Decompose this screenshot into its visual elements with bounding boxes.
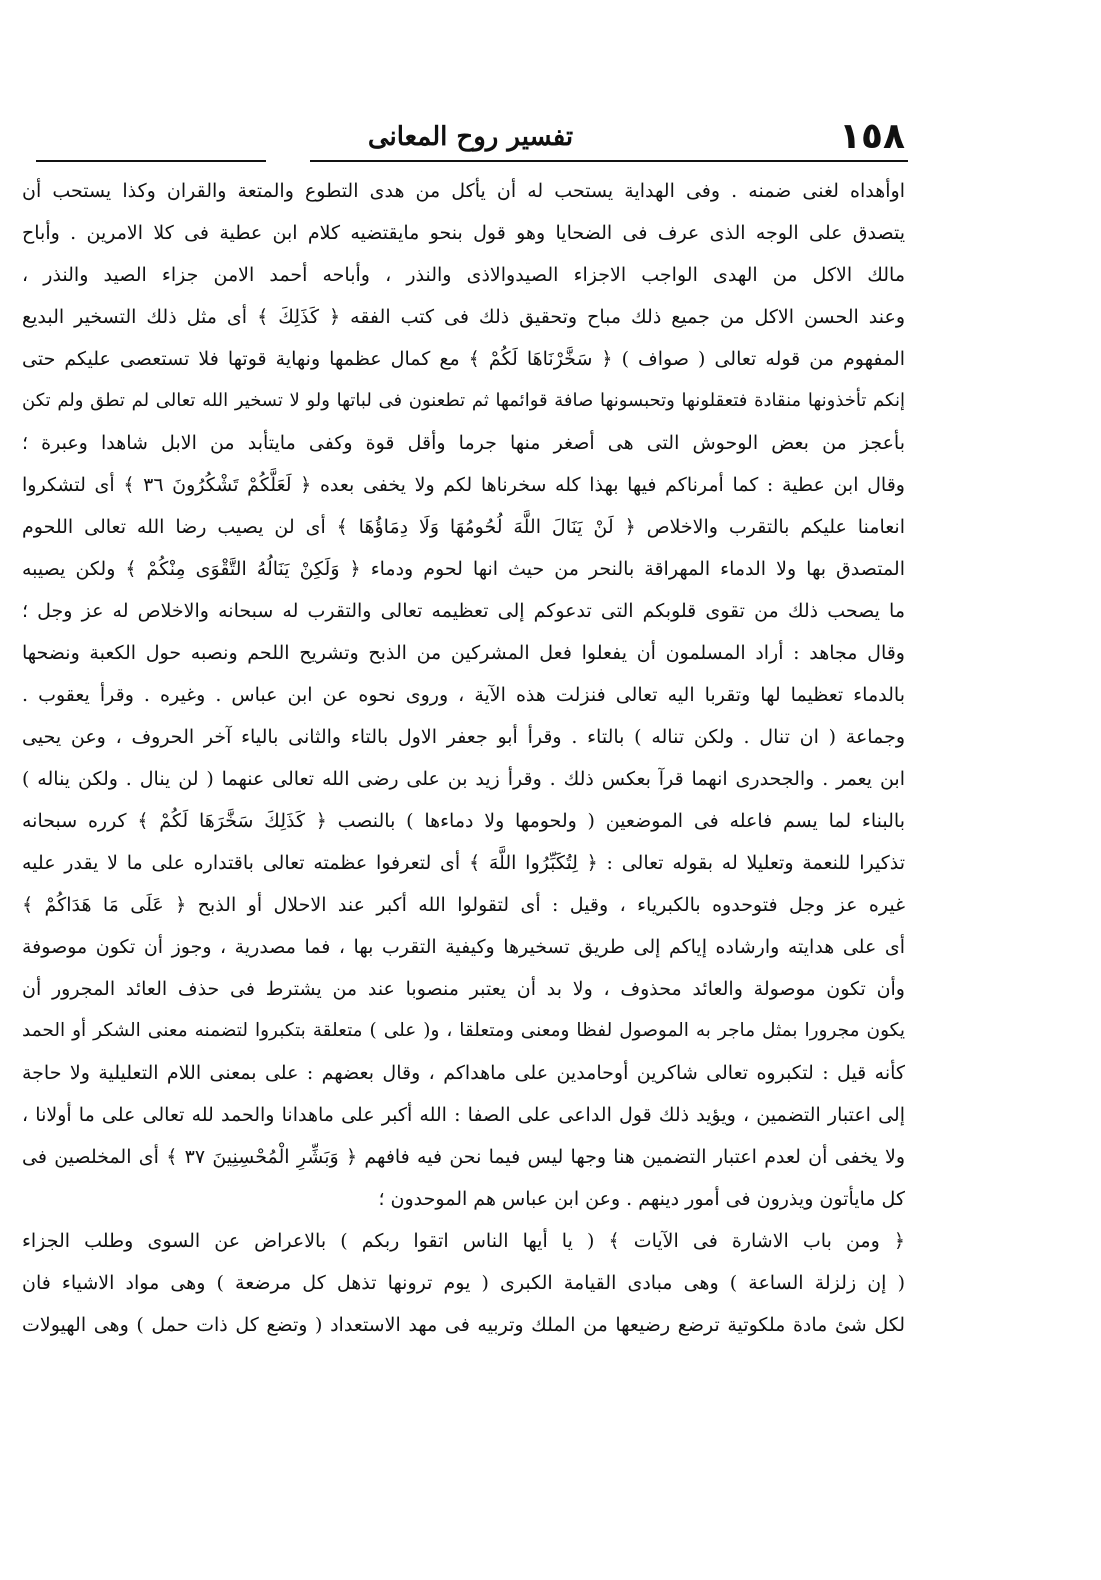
text-line: وقال ابن عطية : كما أمرناكم فيها بهذا كله سخرناها لكم ولا يخفى بعده ﴿ لَعَلَّكُمْ تَشْكُرُونَ ٣٦ ﴾ أى لتشكروا	[22, 474, 905, 496]
text-line: ( إن زلزلة الساعة ) وهى مبادى القيامة الكبرى ( يوم ترونها تذهل كل مرضعة ) وهى مواد الاشياء فان	[22, 1272, 905, 1294]
text-line: يكون مجرورا بمثل ماجر به الموصول لفظا ومعنى ومتعلقا ، و( على ) متعلقة بتكبروا لتضمنه معنى الشكر أو الحمد	[22, 1020, 905, 1041]
text-line: غيره عز وجل فتوحدوه بالكبرياء ، وقيل : أى لتقولوا الله أكبر عند الاحلال أو الذبح ﴿ عَلَى مَا هَدَاكُمْ ﴾	[22, 894, 905, 916]
page-number: ١٥٨	[839, 116, 905, 157]
text-line: وعند الحسن الاكل من جميع ذلك مباح وتحقيق ذلك فى كتب الفقه ﴿ كَذَلِكَ ﴾ أى مثل ذلك التسخير البديع	[22, 306, 905, 328]
text-line: إنكم تأخذونها منقادة فتعقلونها وتحبسونها صافة قوائمها ثم تطعنون فى لباتها ولو لا تسخير الله تعالى لم تطق ولم تكن	[22, 390, 905, 411]
text-line: المفهوم من قوله تعالى ( صواف ) ﴿ سَخَّرْنَاهَا لَكُمْ ﴾ مع كمال عظمها ونهاية قوتها فلا تستعصى عليكم حتى	[22, 348, 905, 370]
text-line: وقال مجاهد : أراد المسلمون أن يفعلوا فعل المشركين من الذبح وتشريح اللحم ونصبه حول الكعبة ونضحها	[22, 642, 905, 664]
text-line: أى على هدايته وارشاده إياكم إلى طريق تسخيرها وكيفية التقرب بها ، فما مصدرية ، وجوز أن تكون موصوفة	[22, 936, 905, 958]
header-rule-right	[310, 160, 908, 162]
text-line: يتصدق على الوجه الذى عرف فى الضحايا وهو قول بنحو مايقتضيه كلام ابن عطية فى كلا الامرين . وأباح	[22, 222, 905, 244]
text-line: وأن تكون موصولة والعائد محذوف ، ولا بد أن يعتبر منصوبا عند من يشترط فى حذف العائد المجرور أن	[22, 978, 905, 1000]
text-line: اوأهداه لغنى ضمنه . وفى الهداية يستحب له أن يأكل من هدى التطوع والمتعة والقران وكذا يستحب أن	[22, 180, 905, 202]
text-line: المتصدق بها ولا الدماء المهراقة بالنحر من حيث انها لحوم ودماء ﴿ وَلَكِنْ يَنَالُهُ التَّقْوَى مِنْكُمْ ﴾ ولكن يصيبه	[22, 558, 905, 580]
text-line: لكل شئ مادة ملكوتية ترضع رضيعها من الملك وتربيه فى مهد الاستعداد ( وتضع كل ذات حمل ) وهى الهيولات	[22, 1314, 905, 1336]
body-text	[22, 170, 905, 1346]
text-line: ﴿ ومن باب الاشارة فى الآيات ﴾ ( يا أيها الناس اتقوا ربكم ) بالاعراض عن السوى وطلب الجزاء	[22, 1230, 905, 1252]
text-line: ابن يعمر . والجحدرى انهما قرآ بعكس ذلك . وقرأ زيد بن على رضى الله تعالى عنهما ( لن ينال . ولكن يناله )	[22, 768, 905, 790]
text-line: وجماعة ( ان تنال . ولكن تناله ) بالتاء . وقرأ أبو جعفر الاول بالتاء والثانى بالياء آخر الحروف ، وعن يحيى	[22, 726, 905, 748]
text-line: بأعجز من بعض الوحوش التى هى أصغر منها جرما وأقل قوة وكفى مايتأبد من الابل شاهدا وعبرة ؛	[22, 432, 905, 454]
header-rule-left	[36, 160, 266, 162]
text-line: مالك الاكل من الهدى الواجب الاجزاء الصيدوالاذى والنذر ، وأباحه أحمد الامن جزاء الصيد والنذر ،	[22, 264, 905, 286]
text-line: ولا يخفى أن لعدم اعتبار التضمين هنا وجها ليس فيما نحن فيه فافهم ﴿ وَبَشِّرِ الْمُحْسِنِينَ ٣٧ ﴾ أى المخلصين فى	[22, 1146, 905, 1168]
text-line: بالبناء لما يسم فاعله فى الموضعين ( ولحومها ولا دماءها ) بالنصب ﴿ كَذَلِكَ سَخَّرَهَا لَكُمْ ﴾ كرره سبحانه	[22, 810, 905, 832]
running-title: تفسير روح المعانى	[367, 122, 574, 152]
text-line: بالدماء تعظيما لها وتقربا اليه تعالى فنزلت هذه الآية ، وروى نحوه عن ابن عباس . وغيره . وقرأ يعقوب .	[22, 684, 905, 706]
page-header	[36, 118, 905, 158]
text-line: انعامنا عليكم بالتقرب والاخلاص ﴿ لَنْ يَنَالَ اللَّهَ لُحُومُهَا وَلَا دِمَاؤُهَا ﴾ أى لن يصيب رضا الله تعالى اللحوم	[22, 516, 905, 538]
text-line: تذكيرا للنعمة وتعليلا له بقوله تعالى : ﴿ لِتُكَبِّرُوا اللَّهَ ﴾ أى لتعرفوا عظمته تعالى باقتداره على ما لا يقدر عليه	[22, 852, 905, 874]
text-line: كل مايأتون ويذرون فى أمور دينهم . وعن ابن عباس هم الموحدون ؛	[378, 1188, 905, 1210]
text-line: ما يصحب ذلك من تقوى قلوبكم التى تدعوكم إلى تعظيمه تعالى والتقرب له سبحانه والاخلاص له عز وجل ؛	[22, 600, 905, 622]
text-line: كأنه قيل : لتكبروه تعالى شاكرين أوحامدين على ماهداكم ، وقال بعضهم : على بمعنى اللام التعليلية ولا حاجة	[22, 1062, 905, 1084]
text-line: إلى اعتبار التضمين ، ويؤيد ذلك قول الداعى على الصفا : الله أكبر على ماهدانا والحمد لله تعالى على ما أولانا ،	[22, 1104, 905, 1126]
